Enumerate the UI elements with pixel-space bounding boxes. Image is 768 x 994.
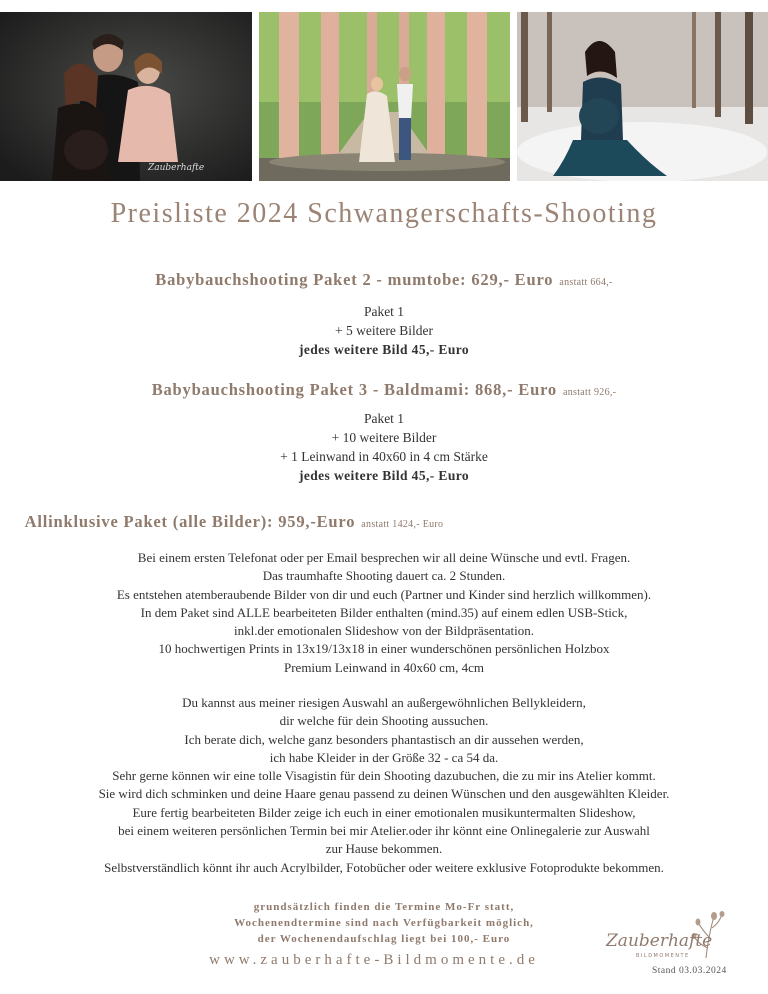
terms-line: der Wochenendaufschlag liegt bei 100,- Euro bbox=[257, 933, 511, 945]
description-line: Bei einem ersten Telefonat oder per Email besprechen wir all deine Wünsche und evtl. Fragen. bbox=[137, 550, 631, 565]
package-all-old-price: anstatt 1424,- Euro bbox=[361, 519, 444, 530]
description-line: ich habe Kleider in der Größe 32 - ca 54 da. bbox=[269, 749, 499, 765]
terms-line: grundsätzlich finden die Termine Mo-Fr statt, bbox=[253, 901, 515, 913]
description-line: dir welche für dein Shooting aussuchen. bbox=[279, 713, 489, 729]
package-2-line: Paket 1 bbox=[363, 304, 405, 319]
logo-sub: BILDMOMENTE bbox=[636, 953, 690, 959]
winter-gown-photo bbox=[517, 12, 768, 181]
photo-signature: Zauberhafte bbox=[148, 163, 205, 173]
description-line: 10 hochwertigen Prints in 13x19/13x18 in einer wunderschönen persönlichen Holzbox bbox=[158, 641, 610, 657]
package-2-line: + 5 weitere Bilder bbox=[335, 323, 433, 338]
description-line: Eure fertig bearbeiteten Bilder zeige ich euch in einer emotionalen musikuntermalten Slideshow, bbox=[132, 804, 636, 820]
description-line: Sehr gerne können wir eine tolle Visagistin für dein Shooting dazubuchen, die zu mir ins Atelier kommt. bbox=[112, 768, 656, 784]
package-3-old-price: anstatt 926,- bbox=[562, 387, 617, 398]
description-line: Ich berate dich, welche ganz besonders phantastisch an dir aussehen werden, bbox=[184, 731, 584, 747]
package-3-line: Paket 1 bbox=[363, 411, 405, 426]
package-3-title: Babybauchshooting Paket 3 - Baldmami: 868,- Euro bbox=[151, 380, 557, 399]
description-line: Premium Leinwand in 40x60 cm, 4cm bbox=[283, 659, 485, 675]
package-3-line: + 1 Leinwand in 40x60 in 4 cm Stärke bbox=[280, 449, 488, 464]
description-line: In dem Paket sind ALLE bearbeiteten Bilder enthalten (mind.35) auf einem edlen USB-Stick, bbox=[140, 604, 628, 620]
logo-script: Zauberhafte bbox=[606, 931, 713, 951]
package-3-line: + 10 weitere Bilder bbox=[331, 430, 437, 445]
package-all-heading bbox=[0, 512, 618, 532]
package-3-details bbox=[0, 409, 768, 485]
description-line: zur Hause bekommen. bbox=[325, 841, 443, 857]
package-2-details bbox=[0, 302, 768, 359]
package-2-extra: jedes weitere Bild 45,- Euro bbox=[298, 342, 470, 357]
package-2-title: Babybauchshooting Paket 2 - mumtobe: 629,- Euro bbox=[155, 270, 554, 289]
description-block-1 bbox=[0, 549, 768, 677]
package-3-extra: jedes weitere Bild 45,- Euro bbox=[298, 468, 470, 483]
package-2-heading bbox=[0, 270, 768, 290]
package-2-old-price: anstatt 664,- bbox=[559, 277, 613, 288]
couple-columns-photo bbox=[259, 12, 510, 181]
description-line: Sie wird dich schminken und deine Haare genau passend zu deinen Wünschen und den ausgewählten Kleider. bbox=[98, 786, 670, 802]
package-3-heading bbox=[0, 380, 768, 400]
description-block-2 bbox=[0, 694, 768, 877]
description-line: bei einem weiteren persönlichen Termin bei mir Atelier.oder ihr könnt eine Onlinegalerie zur Auswahl bbox=[118, 823, 650, 839]
description-line: Du kannst aus meiner riesigen Auswahl an außergewöhnlichen Bellykleidern, bbox=[182, 695, 586, 710]
description-line: Es entstehen atemberaubende Bilder von dir und euch (Partner und Kinder sind herzlich willkommen). bbox=[116, 586, 652, 602]
website-link[interactable]: www.zauberhafte-Bildmomente.de bbox=[209, 952, 539, 968]
description-line: inkl.der emotionalen Slideshow von der Bildpräsentation. bbox=[233, 623, 535, 639]
stand-date: Stand 03.03.2024 bbox=[652, 966, 727, 976]
description-line: Selbstverständlich könnt ihr auch Acrylbilder, Fotobücher oder weitere exklusive Fotoprodukte bekommen. bbox=[104, 859, 664, 875]
family-photo bbox=[0, 12, 252, 181]
terms-line: Wochenendtermine sind nach Verfügbarkeit möglich, bbox=[234, 917, 534, 929]
brand-logo bbox=[602, 908, 726, 964]
page-title: Preisliste 2024 Schwangerschafts-Shooting bbox=[110, 198, 658, 229]
package-all-title: Allinklusive Paket (alle Bilder): 959,-Euro bbox=[24, 512, 356, 531]
description-line: Das traumhafte Shooting dauert ca. 2 Stunden. bbox=[262, 568, 506, 584]
